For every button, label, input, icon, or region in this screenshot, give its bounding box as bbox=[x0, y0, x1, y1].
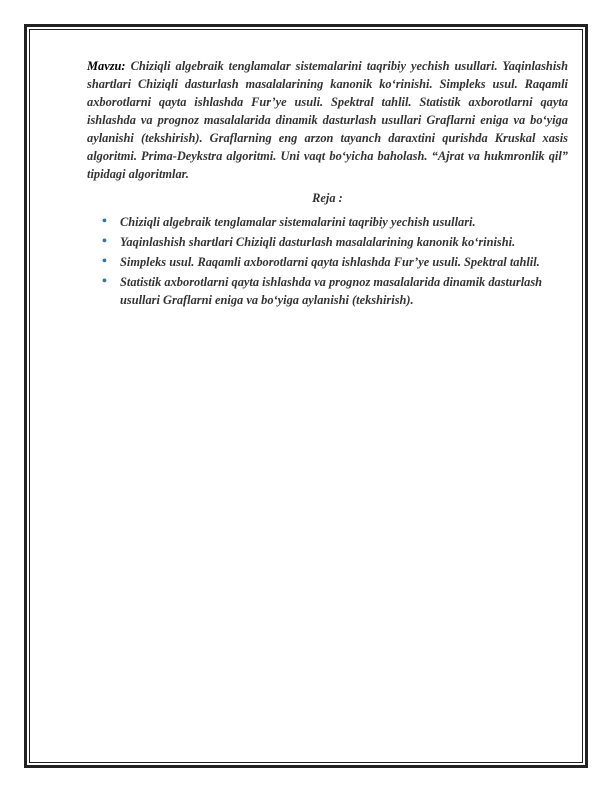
topic-text: Chiziqli algebraik tenglamalar sistemalarini taqribiy yechish usullari. Yaqinlashish shartlari Chiziqli dasturlash masalalarining kanonik ko‘rinishi. Simpleks usul. Raqamli axborotlarni qayta ishlashda Fur’ye usuli. Spektral tahlil. Statistik axborotlarni qayta ishlashda va prognoz masalalarida dinamik dasturlash usullari Graflarni eniga va bo‘yiga aylanishi (tekshirish). Graflarning eng arzon tayanch daraxtini qurishda Kruskal xasis algoritmi. Prima-Deykstra algoritmi. Uni vaqt bo‘yicha baholash. “Ajrat va hukmronlik qil” tipidagi algoritmlar. bbox=[87, 59, 568, 181]
plan-item bbox=[102, 273, 568, 309]
bullet-icon: • bbox=[102, 274, 107, 289]
plan-item bbox=[102, 213, 568, 231]
plan-item-text: Simpleks usul. Raqamli axborotlarni qayta ishlashda Fur’ye usuli. Spektral tahlil. bbox=[120, 255, 540, 269]
document-content bbox=[87, 57, 568, 311]
bullet-icon: • bbox=[102, 214, 107, 229]
plan-heading: Reja : bbox=[312, 191, 343, 205]
plan-item bbox=[102, 253, 568, 271]
plan-item-text: Statistik axborotlarni qayta ishlashda va prognoz masalalarida dinamik dasturlash usullari Graflarni eniga va bo‘yiga aylanishi (tekshirish). bbox=[120, 275, 543, 307]
bullet-icon: • bbox=[102, 234, 107, 249]
plan-item-text: Yaqinlashish shartlari Chiziqli dasturlash masalalarining kanonik ko‘rinishi. bbox=[120, 235, 516, 249]
plan-list bbox=[87, 213, 568, 309]
topic-label: Mavzu: bbox=[87, 59, 126, 73]
bullet-icon: • bbox=[102, 254, 107, 269]
plan-item-text: Chiziqli algebraik tenglamalar sistemalarini taqribiy yechish usullari. bbox=[120, 215, 476, 229]
topic-paragraph bbox=[87, 57, 568, 183]
plan-item bbox=[102, 233, 568, 251]
